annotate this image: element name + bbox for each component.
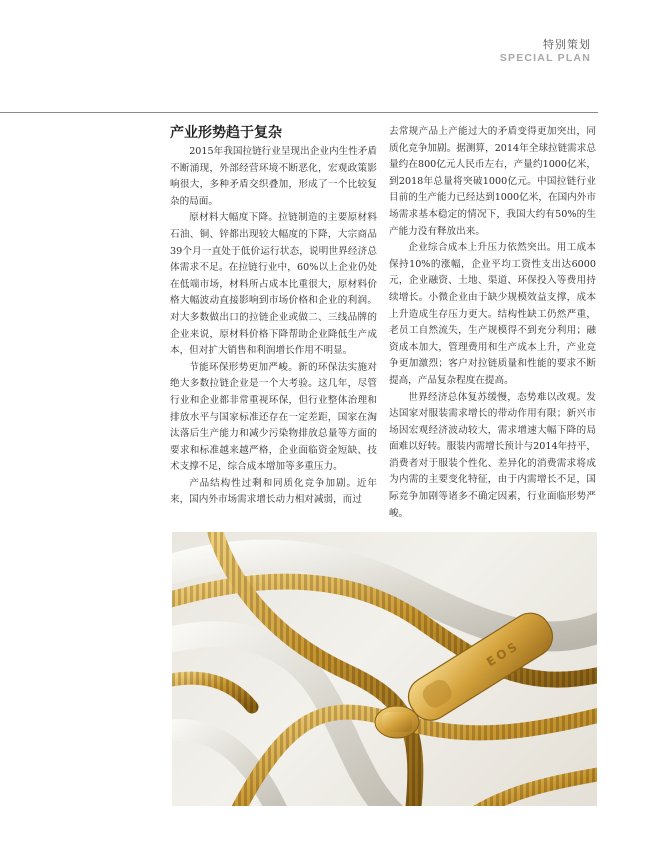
article-title: 产业形势趋于复杂 [170,125,282,141]
section-label-cn: 特别策划 [543,38,591,51]
paragraph: 去常规产品上产能过大的矛盾变得更加突出，同质化竞争加剧。据测算，2014年全球拉链需求总量约在800亿元人民币左右，产量约1000亿米，到2018年总量将突破1000亿元。中国拉链行业目前的生产能力已经达到1000亿米，在国内外市场需求基本稳定的情况下，我国大约有50%的生产能力没有释放出来。 [389,126,596,237]
paragraph: 原材料大幅度下降。拉链制造的主要原材料石油、铜、锌都出现较大幅度的下降，大宗商品39个月一直处于低价运行状态，说明世界经济总体需求不足。在拉链行业中，60%以上企业仍处在低端市场，材料所占成本比重很大，原材料价格大幅波动直接影响到市场价格和企业的利润。对大多数做出口的拉链企业或做二、三线品牌的企业来说，原材料价格下降帮助企业降低生产成本，但对扩大销售和利润增长作用不明显。 [170,212,377,357]
paragraph: 企业综合成本上升压力依然突出。用工成本保持10%的涨幅，企业平均工资性支出达6000元，企业融资、土地、渠道、环保投入等费用持续增长。小微企业由于缺少规模效益支撑，成本上升造成生存压力更大。结构性缺工仍然严重，老员工自然流失，生产规模得不到充分利用；融资成本加大，管理费用和生产成本上升，产业竞争更加激烈；客户对拉链质量和性能的要求不断提高，产品复杂程度在提高。 [389,242,596,386]
zipper-illustration [172,532,597,806]
paragraph: 2015年我国拉链行业呈现出企业内生性矛盾不断涌现，外部经营环境不断恶化，宏观政策影响很大，多种矛盾交织叠加，形成了一个比较复杂的局面。 [170,146,377,207]
zipper-photo [172,532,597,806]
section-label-en: SPECIAL PLAN [499,52,591,64]
header-rule [0,112,598,113]
article-column-left [170,124,377,509]
paragraph: 节能环保形势更加严峻。新的环保法实施对绝大多数拉链企业是一个大考验。这几年，尽管行业和企业都非常重视环保，但行业整体治理和排放水平与国家标准还存在一定差距，国家在淘汰落后生产能力和减少污染物排放总量等方面的要求和标准越来越严格，企业面临资金短缺、技术支撑不足，综合成本增加等多重压力。 [170,361,377,473]
paragraph: 世界经济总体复苏缓慢，态势难以改观。发达国家对服装需求增长的带动作用有限；新兴市场因宏观经济波动较大，需求增速大幅下降的局面难以好转。服装内需增长预计与2014年持平，消费者对于服装个性化、差异化的消费需求将成为内需的主要变化特征，由于内需增长不足，国际竞争加剧等诸多不确定因素，行业面临形势严峻。 [389,391,596,519]
article-column-right [389,124,596,522]
puller-engraving: EOS [484,638,523,670]
zipper-slider [375,706,419,738]
paragraph: 产品结构性过剩和同质化竞争加剧。近年来，国内外市场需求增长动力相对减弱，而过 [170,477,377,506]
